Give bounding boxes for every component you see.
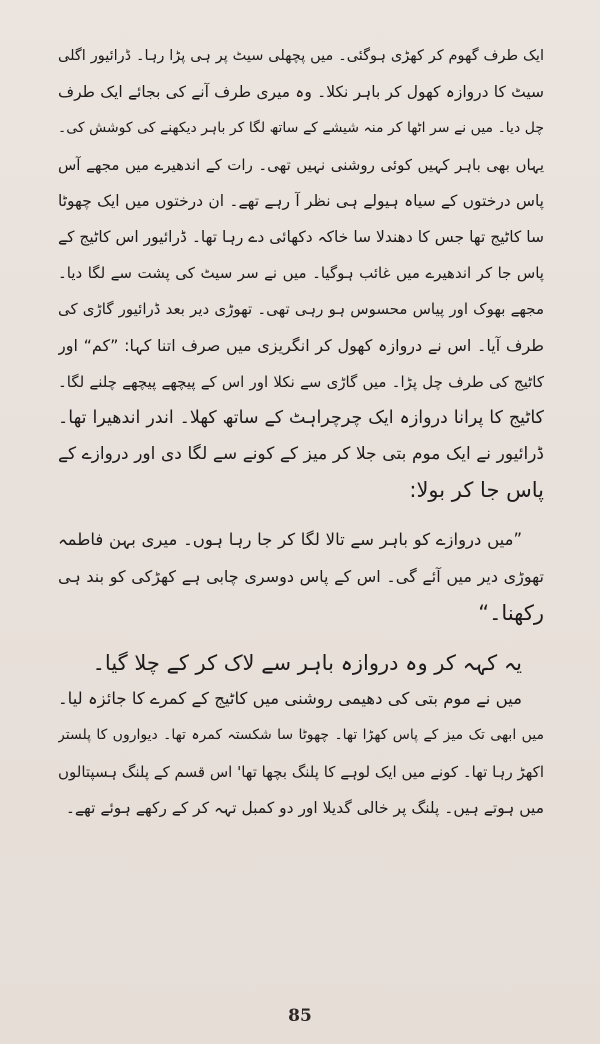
text-line: یہاں بھی باہر کہیں کوئی روشنی نہیں تھی۔ رات کے اندھیرے میں مجھے آس — [58, 155, 544, 174]
text-line: میں ابھی تک میز کے پاس کھڑا تھا۔ چھوٹا سا شکستہ کمرہ تھا۔ دیواروں کا پلستر — [58, 727, 544, 744]
text-line: میں ہوتے ہیں۔ پلنگ پر خالی گدیلا اور دو کمبل تہہ کر کے رکھے ہوئے تھے۔ — [65, 798, 544, 817]
text-line: ڈرائیور نے ایک موم بتی جلا کر میز کے کونے سے لگا دی اور دروازے کے — [58, 444, 544, 465]
text-line: سا کاٹیج تھا جس کا دھندلا سا خاکہ دکھائی دے رہا تھا۔ ڈرائیور اس کاٹیج کے — [58, 227, 544, 246]
paragraph-4 — [58, 681, 544, 826]
text-line: ”میں دروازے کو باہر سے تالا لگا کر جا رہا ہوں۔ میری بہن فاطمہ — [58, 530, 522, 550]
text-line: پاس جا کر اندھیرے میں غائب ہوگیا۔ میں نے سر سیٹ کی پشت سے لگا دیا۔ — [58, 264, 544, 283]
text-line: رکھنا۔“ — [478, 600, 544, 625]
text-line: یہ کہہ کر وہ دروازہ باہر سے لاک کر کے چلا گیا۔ — [92, 651, 522, 675]
text-line: میں نے موم بتی کی دھیمی روشنی میں کاٹیج کے کمرے کا جائزہ لیا۔ — [58, 689, 522, 709]
text-line: سیٹ کا دروازہ کھول کر باہر نکلا۔ وہ میری طرف آنے کی بجائے ایک طرف — [58, 83, 544, 102]
text-line: کاٹیج کی طرف چل پڑا۔ میں گاڑی سے نکلا اور اس کے پیچھے پیچھے چلنے لگا۔ — [58, 372, 544, 391]
paragraph-1 — [58, 38, 544, 508]
page-number: 85 — [288, 1006, 312, 1026]
text-line: کاٹیج کا پرانا دروازہ ایک چرچراہٹ کے ساتھ کھلا۔ اندر اندھیرا تھا۔ — [58, 407, 544, 428]
text-line: مجھے بھوک اور پیاس محسوس ہو رہی تھی۔ تھوڑی دیر بعد ڈرائیور گاڑی کی — [58, 300, 544, 319]
paragraph-gap — [58, 508, 544, 522]
text-line: پاس جا کر بولا: — [409, 478, 544, 503]
text-line: چل دیا۔ میں نے سر اٹھا کر منہ شیشے کے ساتھ لگا کر باہر دیکھنے کی کوشش کی۔ — [58, 120, 544, 137]
text-line: طرف آیا۔ اس نے دروازہ کھول کر انگریزی میں صرف اتنا کہا: ”کم“ اور — [58, 335, 544, 355]
paragraph-3 — [58, 645, 544, 681]
paragraph-gap — [58, 631, 544, 645]
page-text — [58, 38, 544, 826]
text-line: اکھڑ رہا تھا۔ کونے میں ایک لوہے کا پلنگ بچھا تھا' اس قسم کے پلنگ ہسپتالوں — [58, 762, 544, 781]
paragraph-2 — [58, 522, 544, 631]
text-line: پاس درختوں کے سیاہ ہیولے ہی نظر آ رہے تھے۔ ان درختوں میں ایک چھوٹا — [58, 191, 544, 210]
text-line: ایک طرف گھوم کر کھڑی ہوگئی۔ میں پچھلی سیٹ پر ہی پڑا رہا۔ ڈرائیور اگلی — [58, 48, 544, 64]
text-line: تھوڑی دیر میں آئے گی۔ اس کے پاس دوسری چابی ہے کھڑکی کو بند ہی — [58, 566, 544, 586]
